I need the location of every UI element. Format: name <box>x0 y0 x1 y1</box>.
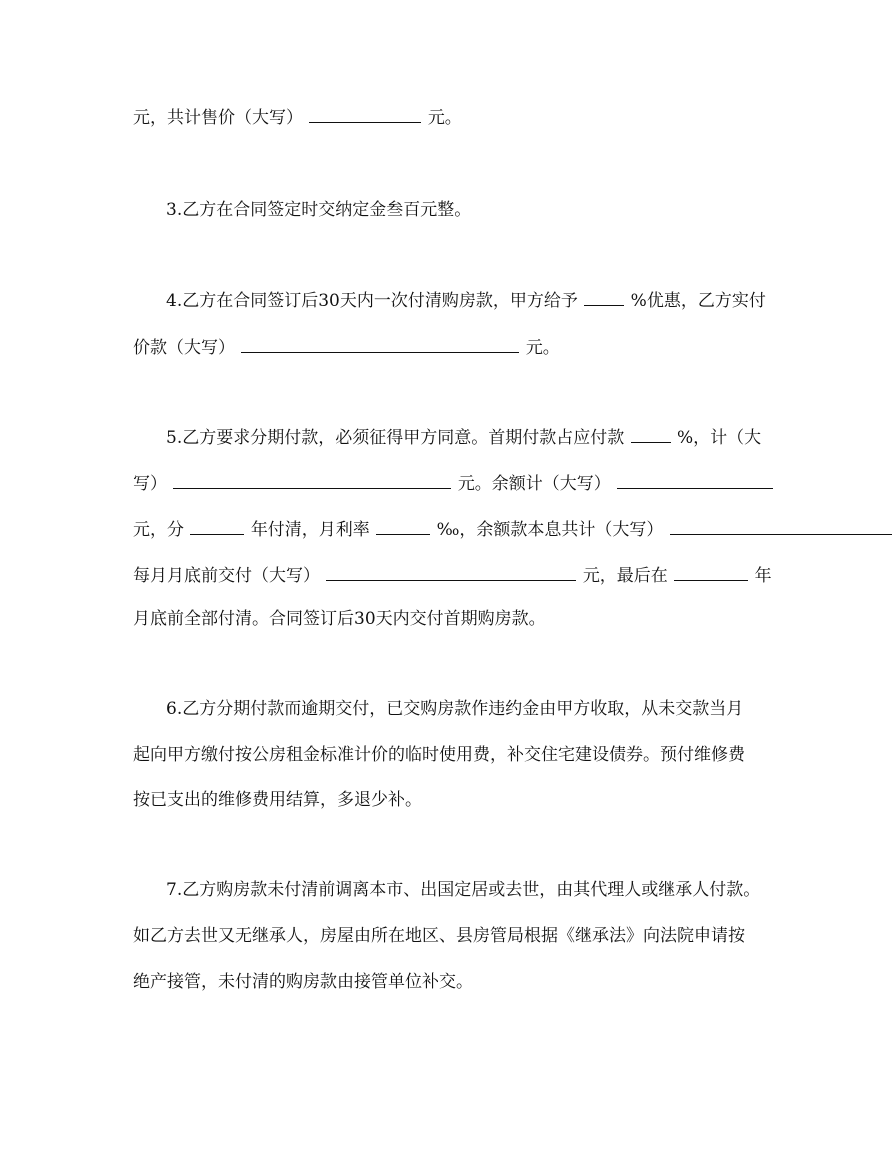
clause-7-line-1: 7.乙方购房款未付清前调离本市、出国定居或去世，由其代理人或继承人付款。 <box>166 880 761 900</box>
text-segment: 写） <box>133 474 167 494</box>
monthly-interest-blank <box>376 518 430 535</box>
total-price-blank <box>309 106 421 123</box>
clause-6-line-3: 按已支出的维修费用结算，多退少补。 <box>133 790 422 810</box>
discount-percent-blank <box>584 289 624 306</box>
text-segment: 元。余额计（大写） <box>457 474 611 494</box>
text-segment: 元，共计售价（大写） <box>133 108 303 128</box>
clause-6-line-1: 6.乙方分期付款而逾期交付，已交购房款作违约金由甲方收取，从未交款当月 <box>166 699 744 719</box>
clause-4-line-2 <box>133 336 560 359</box>
text-segment: %优惠，乙方实付 <box>630 291 766 311</box>
text-segment: 元，最后在 <box>582 566 668 586</box>
text-segment: 4.乙方在合同签订后30天内一次付清购房款，甲方给予 <box>166 291 578 311</box>
text-segment: 元。 <box>427 108 462 128</box>
clause-2-tail-line-1 <box>133 106 462 129</box>
text-segment: ‰，余额款本息共计（大写） <box>436 520 664 540</box>
principal-interest-total-blank <box>670 518 892 535</box>
text-segment: 元。 <box>525 338 560 358</box>
text-segment: 价款（大写） <box>133 338 235 358</box>
text-segment: 年付清，月利率 <box>250 520 370 540</box>
clause-7-line-3: 绝产接管，未付清的购房款由接管单位补交。 <box>133 972 473 992</box>
clause-4-line-1 <box>166 289 766 312</box>
text-segment: %，计（大 <box>677 428 762 448</box>
text-segment: 5.乙方要求分期付款，必须征得甲方同意。首期付款占应付款 <box>166 428 625 448</box>
clause-5-line-1 <box>166 426 761 449</box>
clause-5-line-3 <box>133 518 892 541</box>
text-segment: 元，分 <box>133 520 184 540</box>
clause-5-line-4 <box>133 564 772 587</box>
clause-5-line-5: 月底前全部付清。合同签订后30天内交付首期购房款。 <box>133 609 546 629</box>
clause-7-line-2: 如乙方去世又无继承人，房屋由所在地区、县房管局根据《继承法》向法院申请按 <box>133 926 745 946</box>
first-payment-percent-blank <box>631 426 671 443</box>
text-segment: 年 <box>754 566 772 586</box>
first-payment-amount-blank <box>173 472 451 489</box>
balance-amount-blank <box>617 472 773 489</box>
text-segment: 每月月底前交付（大写） <box>133 566 320 586</box>
clause-5-line-2 <box>133 472 774 495</box>
final-year-blank <box>674 564 748 581</box>
clause-3-line-1: 3.乙方在合同签定时交纳定金叁百元整。 <box>166 200 472 220</box>
installment-years-blank <box>190 518 244 535</box>
clause-6-line-2: 起向甲方缴付按公房租金标准计价的临时使用费，补交住宅建设债券。预付维修费 <box>133 745 745 765</box>
monthly-payment-blank <box>326 564 576 581</box>
actual-payment-blank <box>241 336 519 353</box>
